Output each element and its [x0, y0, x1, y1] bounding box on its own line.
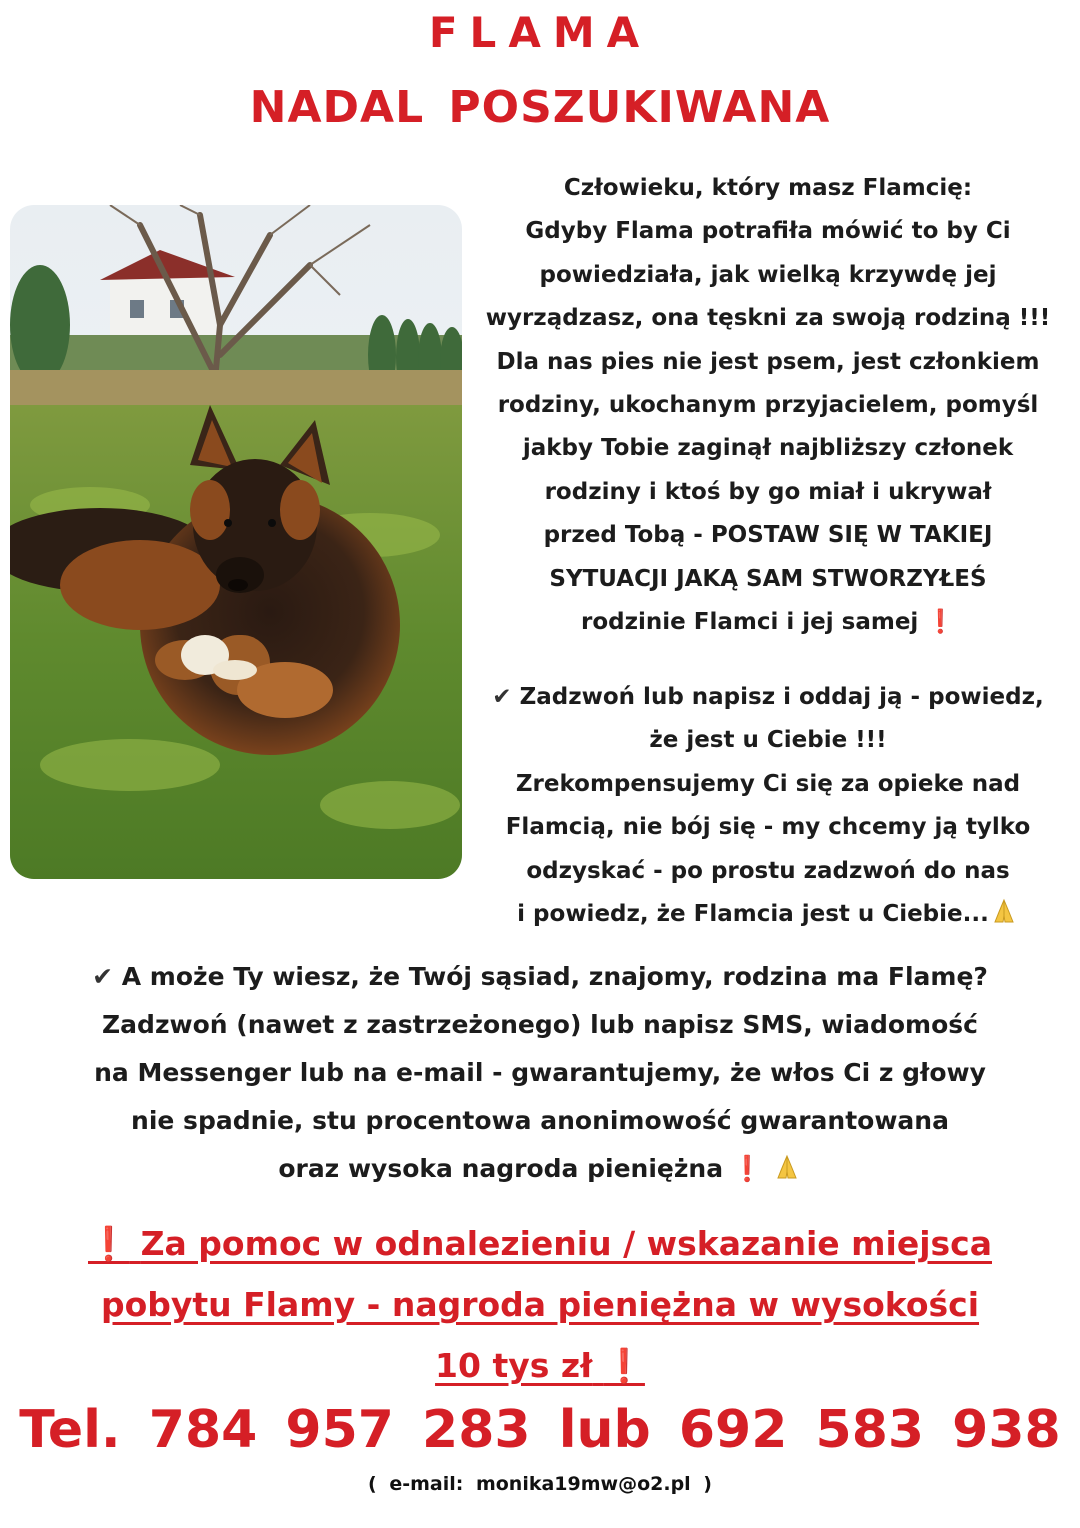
reward-line-text: pobytu Flamy - nagroda pieniężna w wysokości — [100, 1285, 980, 1324]
neighbor-line-first — [14, 953, 1066, 1001]
neighbor-paragraph — [14, 953, 1066, 1193]
call-paragraph — [462, 676, 1074, 936]
call-line-first — [462, 676, 1074, 719]
call-line: Flamcią, nie bój się - my chcemy ją tylko — [505, 814, 1031, 841]
call-line-text: i powiedz, że Flamcia jest u Ciebie... — [517, 901, 989, 928]
appeal-line: SYTUACJI JAKĄ SAM STWORZYŁEŚ — [549, 565, 987, 592]
neighbor-line: na Messenger lub na e-mail - gwarantujemy, że włos Ci z głowy — [94, 1058, 986, 1087]
neighbor-line: Zadzwoń (nawet z zastrzeżonego) lub napisz SMS, wiadomość — [102, 1010, 978, 1039]
poster-subtitle: NADAL POSZUKIWANA — [249, 82, 831, 133]
appeal-line: rodziny, ukochanym przyjacielem, pomyśl — [497, 392, 1039, 419]
exclamation-icon: ❗ — [731, 1154, 763, 1183]
praying-hands-icon — [989, 896, 1019, 926]
dog-photo — [10, 205, 462, 879]
appeal-line: przed Tobą - POSTAW SIĘ W TAKIEJ — [543, 522, 993, 549]
exclamation-icon: ❗ — [603, 1346, 645, 1385]
reward-amount: 10 tys zł — [435, 1346, 593, 1385]
checkmark-icon: ✔ — [492, 684, 512, 710]
email-address: ( e-mail: monika19mw@o2.pl ) — [368, 1473, 712, 1495]
appeal-line: Dla nas pies nie jest psem, jest członkiem — [496, 348, 1040, 375]
praying-hands-icon — [772, 1152, 802, 1182]
reward-line-text: Za pomoc w odnalezieniu / wskazanie miejsca — [140, 1224, 992, 1263]
neighbor-line-text: oraz wysoka nagroda pieniężna — [278, 1154, 724, 1183]
neighbor-line-last — [14, 1145, 1066, 1193]
appeal-line: jakby Tobie zaginął najbliższy członek — [522, 435, 1014, 462]
appeal-line: Gdyby Flama potrafiła mówić to by Ci — [525, 218, 1011, 245]
appeal-line: Człowieku, który masz Flamcię: — [563, 175, 973, 201]
exclamation-icon: ❗ — [88, 1224, 130, 1263]
appeal-line: powiedziała, jak wielką krzywdę jej — [539, 261, 997, 288]
call-line: że jest u Ciebie !!! — [649, 727, 887, 754]
appeal-line-text: rodzinie Flamci i jej samej — [581, 609, 919, 636]
appeal-line-last — [462, 601, 1074, 644]
reward-line — [20, 1274, 1060, 1335]
exclamation-icon: ❗ — [926, 609, 955, 636]
appeal-line: wyrządzasz, ona tęskni za swoją rodziną !!! — [485, 305, 1051, 332]
reward-line-last — [20, 1335, 1060, 1396]
phone-numbers: Tel. 784 957 283 lub 692 583 938 — [19, 1400, 1061, 1460]
neighbor-line-text: A może Ty wiesz, że Twój sąsiad, znajomy, rodzina ma Flamę? — [121, 962, 988, 991]
appeal-line: rodziny i ktoś by go miał i ukrywał — [544, 478, 992, 505]
neighbor-line: nie spadnie, stu procentowa anonimowość gwarantowana — [131, 1106, 949, 1135]
appeal-paragraph — [462, 167, 1074, 644]
poster-title: FLAMA — [428, 8, 652, 57]
call-line: odzyskać - po prostu zadzwoń do nas — [526, 857, 1010, 884]
reward-line-first — [20, 1213, 1060, 1274]
checkmark-icon: ✔ — [92, 962, 114, 991]
call-line-text: Zadzwoń lub napisz i oddaj ją - powiedz, — [519, 684, 1044, 710]
call-line-last — [462, 893, 1074, 936]
reward-notice — [20, 1213, 1060, 1396]
call-line: Zrekompensujemy Ci się za opieke nad — [515, 770, 1021, 797]
